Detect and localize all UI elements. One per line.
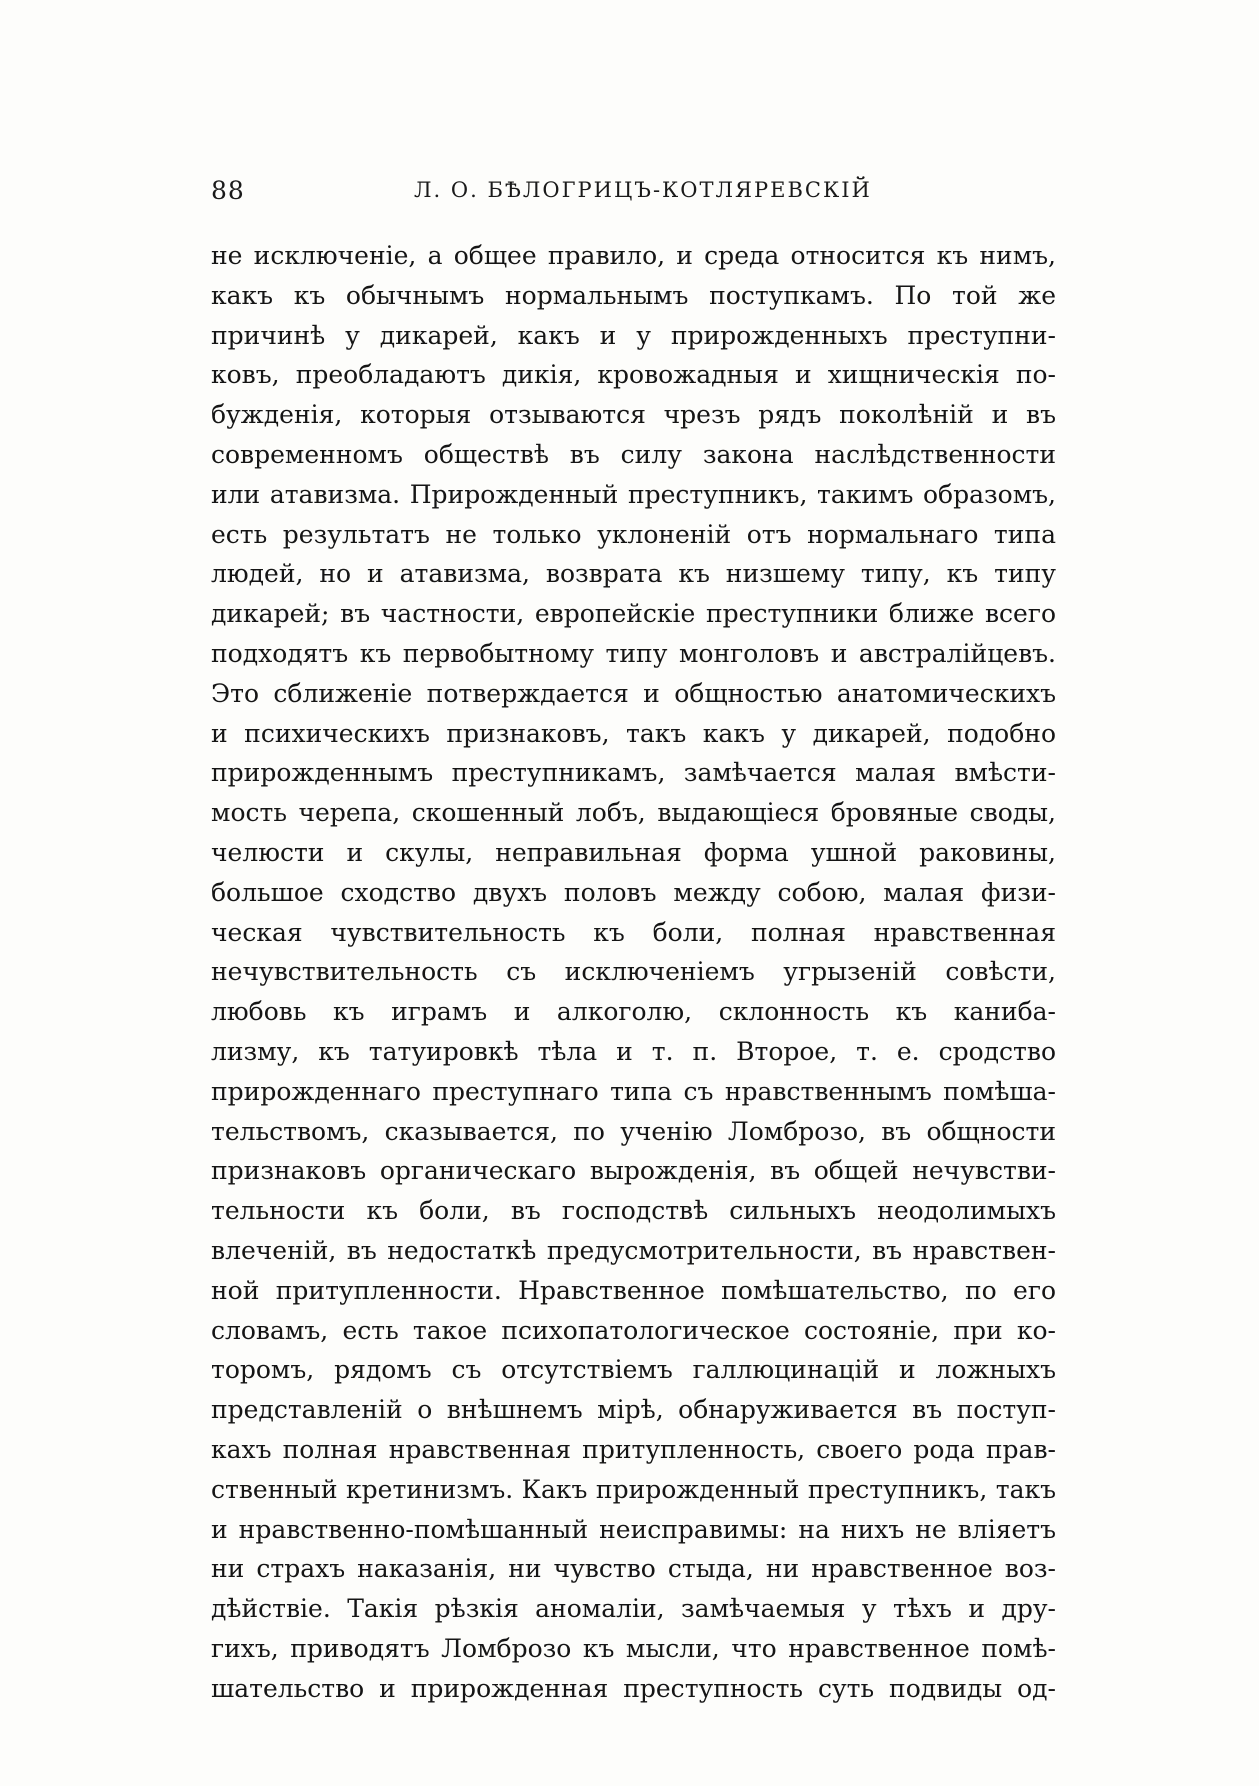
text-line: ческая чувствительность къ боли, полная нравственная [211,917,1056,947]
text-line: и психическихъ признаковъ, такъ какъ у дикарей, подобно [211,718,1056,748]
text-line: большое сходство двухъ половъ между собою, малая физи- [211,877,1056,907]
text-line: представленій о внѣшнемъ мірѣ, обнаруживается въ поступ- [211,1395,1056,1425]
text-line: челюсти и скулы, неправильная форма ушной раковины, [211,837,1056,867]
text-line: Это сближеніе потверждается и общностью анатомическихъ [211,678,1056,708]
body-text [211,236,1056,1708]
text-line: шательство и прирожденная преступность суть подвиды од- [211,1673,1056,1703]
text-line: признаковъ органическаго вырожденія, въ общей нечувстви- [211,1156,1056,1186]
text-line: причинѣ у дикарей, какъ и у прирожденныхъ преступни- [211,320,1056,350]
text-line: влеченій, въ недостаткѣ предусмотрительности, въ нравствен- [211,1235,1056,1265]
running-title: Л. О. БѢЛОГРИЦЪ-КОТЛЯРЕВСКІЙ [414,178,872,202]
page-number: 88 [211,176,245,205]
text-line: современномъ обществѣ въ силу закона наслѣдственности [211,439,1056,469]
text-line: торомъ, рядомъ съ отсутствіемъ галлюцинацій и ложныхъ [211,1355,1056,1385]
text-line: людей, но и атавизма, возврата къ низшему типу, къ типу [211,559,1056,589]
text-line: гихъ, приводятъ Ломброзо къ мысли, что нравственное помѣ- [211,1633,1056,1663]
text-line: ни страхъ наказанія, ни чувство стыда, ни нравственное воз- [211,1554,1056,1584]
text-line: и нравственно-помѣшанный неисправимы: на нихъ не вліяетъ [211,1514,1056,1544]
text-line: подходятъ къ первобытному типу монголовъ и австралійцевъ. [211,638,1056,668]
text-line: дѣйствіе. Такія рѣзкія аномаліи, замѣчаемыя у тѣхъ и дру- [211,1594,1056,1624]
text-line: ковъ, преобладаютъ дикія, кровожадныя и хищническія по- [211,360,1056,390]
text-line: бужденія, которыя отзываются чрезъ рядъ поколѣній и въ [211,400,1056,430]
text-line: нечувствительность съ исключеніемъ угрызеній совѣсти, [211,957,1056,987]
text-line: или атавизма. Прирожденный преступникъ, такимъ образомъ, [211,479,1056,509]
text-line: есть результатъ не только уклоненій отъ нормальнаго типа [211,519,1056,549]
text-line: лизму, къ татуировкѣ тѣла и т. п. Второе, т. е. сродство [211,1036,1056,1066]
text-line: словамъ, есть такое психопатологическое состояніе, при ко- [211,1315,1056,1345]
text-line: не исключеніе, а общее правило, и среда относится къ нимъ, [211,241,1056,270]
text-line: любовь къ играмъ и алкоголю, склонность къ каниба- [211,997,1056,1027]
text-line: ной притупленности. Нравственное помѣшательство, по его [211,1275,1056,1305]
text-line: кахъ полная нравственная притупленность, своего рода прав- [211,1434,1056,1464]
text-line: тельности къ боли, въ господствѣ сильныхъ неодолимыхъ [211,1196,1056,1226]
text-line: мость черепа, скошенный лобъ, выдающіеся бровяные своды, [211,798,1056,828]
text-line: дикарей; въ частности, европейскіе преступники ближе всего [211,599,1056,629]
text-line: прирожденнымъ преступникамъ, замѣчается малая вмѣсти- [211,758,1056,788]
text-line: прирожденнаго преступнаго типа съ нравственнымъ помѣша- [211,1076,1056,1106]
text-line: ственный кретинизмъ. Какъ прирожденный преступникъ, такъ [211,1474,1056,1504]
text-line: тельствомъ, сказывается, по ученію Ломброзо, въ общности [211,1116,1056,1146]
page-header [211,176,1056,216]
text-line: какъ къ обычнымъ нормальнымъ поступкамъ. По той же [211,280,1056,310]
